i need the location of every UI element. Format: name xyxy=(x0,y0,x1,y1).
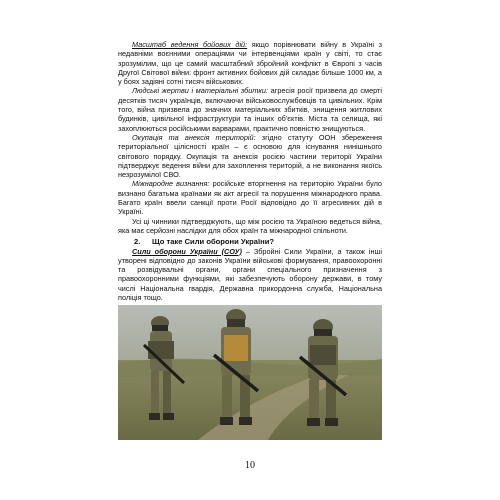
paragraph-label: Людські жертви і матеріальні збитки: xyxy=(132,86,268,96)
soldiers-photo xyxy=(118,305,382,440)
section-number: 2. xyxy=(134,237,141,247)
paragraph-text: агресія росії призвела до смерті десятків тисяч українців, включаючи військовослужбовців та цивільних. Крім того, війна призвела до значних матеріальних збитків, знищення житлових будинків, цивільної інфраструктури та інших об'єктів. Міста та селища, які захоплюються російськими варварами, практично повністю знищуються. xyxy=(118,86,382,133)
section-heading xyxy=(118,237,382,246)
paragraph-defense-forces xyxy=(118,247,382,303)
section-title: Що таке Сили оборони України? xyxy=(152,237,275,247)
paragraph-occupation xyxy=(118,133,382,179)
paragraph-conclusion: Усі ці чинники підтверджують, що між росією та Україною ведеться війна, яка має серйозні наслідки для обох країн та міжнародної спільноти. xyxy=(118,216,382,235)
paragraph-recognition xyxy=(118,179,382,216)
paragraph-label: Окупація та анексія територій: xyxy=(132,132,256,142)
paragraph-text: – Збройні Сили України, а також інші утворені відповідно до законів України військові формування, правоохоронні та розвідувальні органи, органи спеціального призначення з правоохоронними функціями, які забезпечують оборону держави, в тому числі Національна гвардія, Державна прикордонна служба, Національна поліція тощо. xyxy=(118,246,382,303)
paragraph-text: російське вторгнення на територію України було визнано багатьма країнами як акт агресії та порушення міжнародного права. Багато країн ввели санкції проти Росії відповідно до її агресивних дій в Україні. xyxy=(118,179,382,217)
paragraph-text: якщо порівнювати війну в Україні з недавніми воєнними операціями чи інтервенціями країн у світі, то стає зрозумілим, що це самий масштабний збройний конфлікт в Європі з часів Другої Світової війни: фронт активних бойових дій складає більше 1000 км, а у боях задіяні сотні тисяч військових. xyxy=(118,40,382,87)
paragraph-label: Масштаб ведення бойових дій: xyxy=(132,40,248,49)
paragraph-label: Сили оборони України (СОУ) xyxy=(132,246,242,256)
paragraph-text: згідно статуту ООН збереження територіальної цілісності країн – є основою для існування нинішнього світового порядку. Окупація та анексія росією частини території України підтверджує ведення війни для захоплення територій, а не виконання якоїсь незрозумілої СВО. xyxy=(118,132,383,180)
paragraph-casualties xyxy=(118,86,382,132)
paragraph-label: Міжнародне визнання: xyxy=(132,179,210,189)
paragraph-scale xyxy=(118,40,382,86)
page-number: 10 xyxy=(245,460,255,471)
